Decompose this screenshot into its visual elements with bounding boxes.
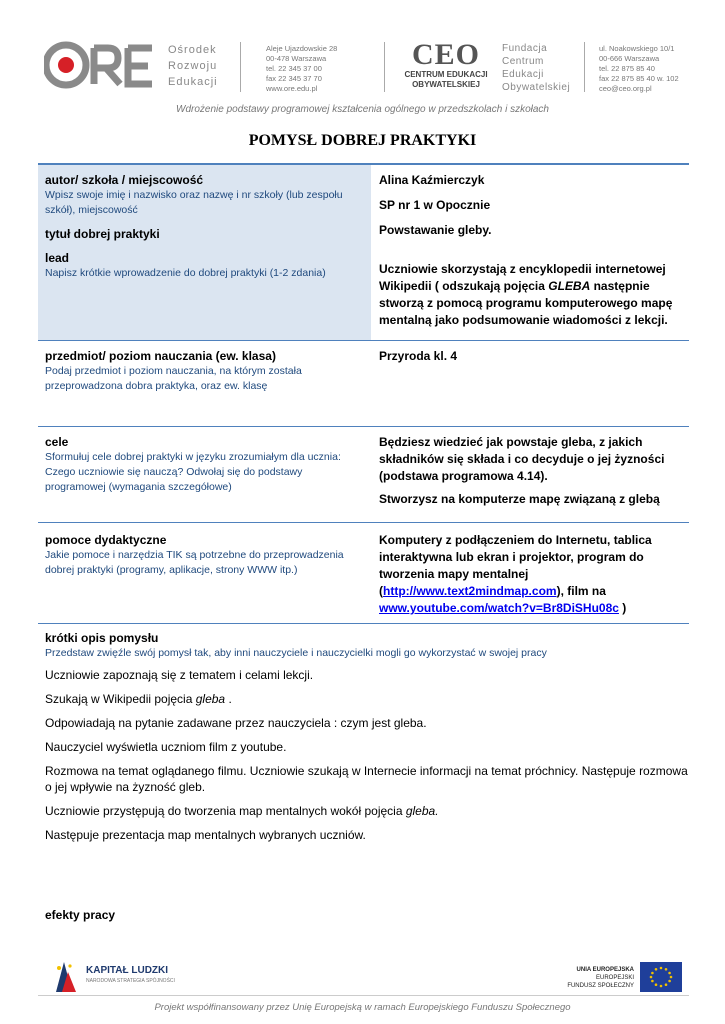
ue-label: UNIA EUROPEJSKA EUROPEJSKI FUNDUSZ SPOŁECZNY: [567, 967, 634, 989]
ceo-logo: CEO CENTRUM EDUKACJI OBYWATELSKIEJ: [404, 38, 488, 89]
description-body: [38, 667, 689, 843]
author-label: autor/ szkoła / miejscowość: [45, 173, 204, 187]
description-paragraph: Rozmowa na temat oglądanego filmu. Uczniowie szukają w Internecie informacji na temat próchnicy. Następuje rozmowa o jej wpływie na żyzność gleb.: [45, 764, 688, 794]
header-divider: [584, 42, 585, 92]
row-subject-value-cell: [379, 341, 689, 426]
aids-hint: Jakie pomoce i narzędzia TIK są potrzebne do przeprowadzenia dobrej praktyki (programy, aplikacje, strony WWW itp.): [45, 549, 344, 576]
header-divider: [240, 42, 241, 92]
lead-hint: Napisz krótkie wprowadzenie do dobrej praktyki (1-2 zdania): [45, 267, 326, 279]
description-label: krótki opis pomysłu: [45, 631, 159, 645]
lead-value: Uczniowie skorzystają z encyklopedii internetowej Wikipedii ( odszukają pojęcia GLEBA następnie stworzą z pomocą programu komputerowego mapę mentalną jako podsumowanie wiadomości z lekcji.: [379, 262, 673, 327]
school-value: SP nr 1 w Opocznie: [379, 198, 491, 212]
row-aids-label-cell: [38, 523, 371, 623]
row-aids-value-cell: [379, 523, 689, 623]
title-value: Powstawanie gleby.: [379, 223, 492, 237]
eu-flag-icon: [640, 962, 682, 992]
description-paragraph: Nauczyciel wyświetla uczniom film z youtube.: [45, 740, 287, 754]
row-author-value-cell: [379, 165, 689, 340]
footer-divider: [38, 995, 689, 996]
page-header: [0, 0, 725, 130]
row-goals: [38, 427, 689, 522]
description-paragraph: Szukają w Wikipedii pojęcia gleba .: [45, 692, 232, 706]
footer-text: Projekt współfinansowany przez Unię Europejską w ramach Europejskiego Funduszu Społecznego: [154, 1002, 571, 1013]
ore-full-name: Ośrodek Rozwoju Edukacji: [168, 44, 218, 88]
subject-hint: Podaj przedmiot i poziom nauczania, na którym została przeprowadzona dobra praktyka, oraz ew. klasę: [45, 365, 302, 392]
subject-label: przedmiot/ poziom nauczania (ew. klasa): [45, 349, 276, 363]
row-effects: [38, 907, 689, 927]
aids-value: Komputery z podłączeniem do Internetu, tablica interaktywna lub ekran i projektor, program do tworzenia mapy mentalnej: [379, 533, 652, 581]
kapital-ludzki-subtitle: NARODOWA STRATEGIA SPÓJNOŚCI: [86, 978, 175, 984]
title-label: tytuł dobrej praktyki: [45, 227, 160, 241]
goals-value-2: Stworzysz na komputerze mapę związaną z glebą: [379, 492, 660, 506]
row-description: [38, 630, 689, 900]
ceo-full-name: Fundacja Centrum Edukacji Obywatelskiej: [502, 43, 571, 93]
lead-label: lead: [45, 251, 70, 265]
kapital-ludzki-title: KAPITAŁ LUDZKI: [86, 965, 169, 976]
goals-value-1: Będziesz wiedzieć jak powstaje gleba, z jakich składników się składa i co decyduje o jej żyzności (podstawa programowa 4.14).: [379, 435, 665, 483]
effects-label: efekty pracy: [45, 908, 116, 922]
header-tagline: Wdrożenie podstawy programowej kształcenia ogólnego w przedszkolach i szkołach: [176, 104, 549, 115]
aids-label: pomoce dydaktyczne: [45, 533, 167, 547]
youtube-link[interactable]: www.youtube.com/watch?v=Br8DiSHu08c: [379, 601, 619, 615]
row-goals-value-cell: [379, 427, 689, 522]
page-title: POMYSŁ DOBREJ PRAKTYKI: [248, 132, 477, 149]
row-subject-label-cell: [38, 341, 371, 426]
row-separator: [38, 623, 689, 624]
goals-hint: Sformułuj cele dobrej praktyki w języku zrozumiałym dla ucznia: Czego uczniowie się nauczą? Odwołaj się do podstawy programowej (wymagania szczegółowe): [45, 451, 341, 493]
description-paragraph: Uczniowie zapoznają się z tematem i celami lekcji.: [45, 668, 314, 682]
ceo-address: ul. Noakowskiego 10/1 00-666 Warszawa tel. 22 875 85 40 fax 22 875 85 40 w. 102 ceo@ceo.org.pl: [599, 44, 679, 93]
description-paragraph: Następuje prezentacja map mentalnych wybranych uczniów.: [45, 828, 366, 842]
kapital-ludzki-logo: [50, 958, 80, 994]
row-subject: [38, 341, 689, 426]
text2mindmap-link[interactable]: http://www.text2mindmap.com: [383, 584, 557, 598]
subject-value: Przyroda kl. 4: [379, 349, 458, 363]
ore-address: Aleje Ujazdowskie 28 00-478 Warszawa tel. 22 345 37 00 fax 22 345 37 70 www.ore.edu.pl: [266, 44, 338, 93]
ore-logo: [44, 40, 154, 90]
description-paragraph: Odpowiadają na pytanie zadawane przez nauczyciela : czym jest gleba.: [45, 716, 427, 730]
goals-label: cele: [45, 435, 69, 449]
row-aids: [38, 523, 689, 623]
author-value: Alina Kaźmierczyk: [379, 173, 485, 187]
row-author-label-cell: [38, 165, 371, 340]
description-hint: Przedstaw zwięźle swój pomysł tak, aby inni nauczyciele i nauczycielki mogli go wykorzystać w swojej pracy: [45, 647, 547, 659]
row-goals-label-cell: [38, 427, 371, 522]
header-divider: [384, 42, 385, 92]
aids-links: (http://www.text2mindmap.com), film na: [379, 584, 606, 598]
row-author: [38, 165, 689, 340]
aids-links-2: www.youtube.com/watch?v=Br8DiSHu08c ): [379, 601, 627, 615]
author-hint: Wpisz swoje imię i nazwisko oraz nazwę i nr szkoły (lub zespołu szkół), miejscowość: [45, 189, 343, 216]
description-paragraph: Uczniowie przystępują do tworzenia map mentalnych wokół pojęcia gleba.: [45, 804, 439, 818]
